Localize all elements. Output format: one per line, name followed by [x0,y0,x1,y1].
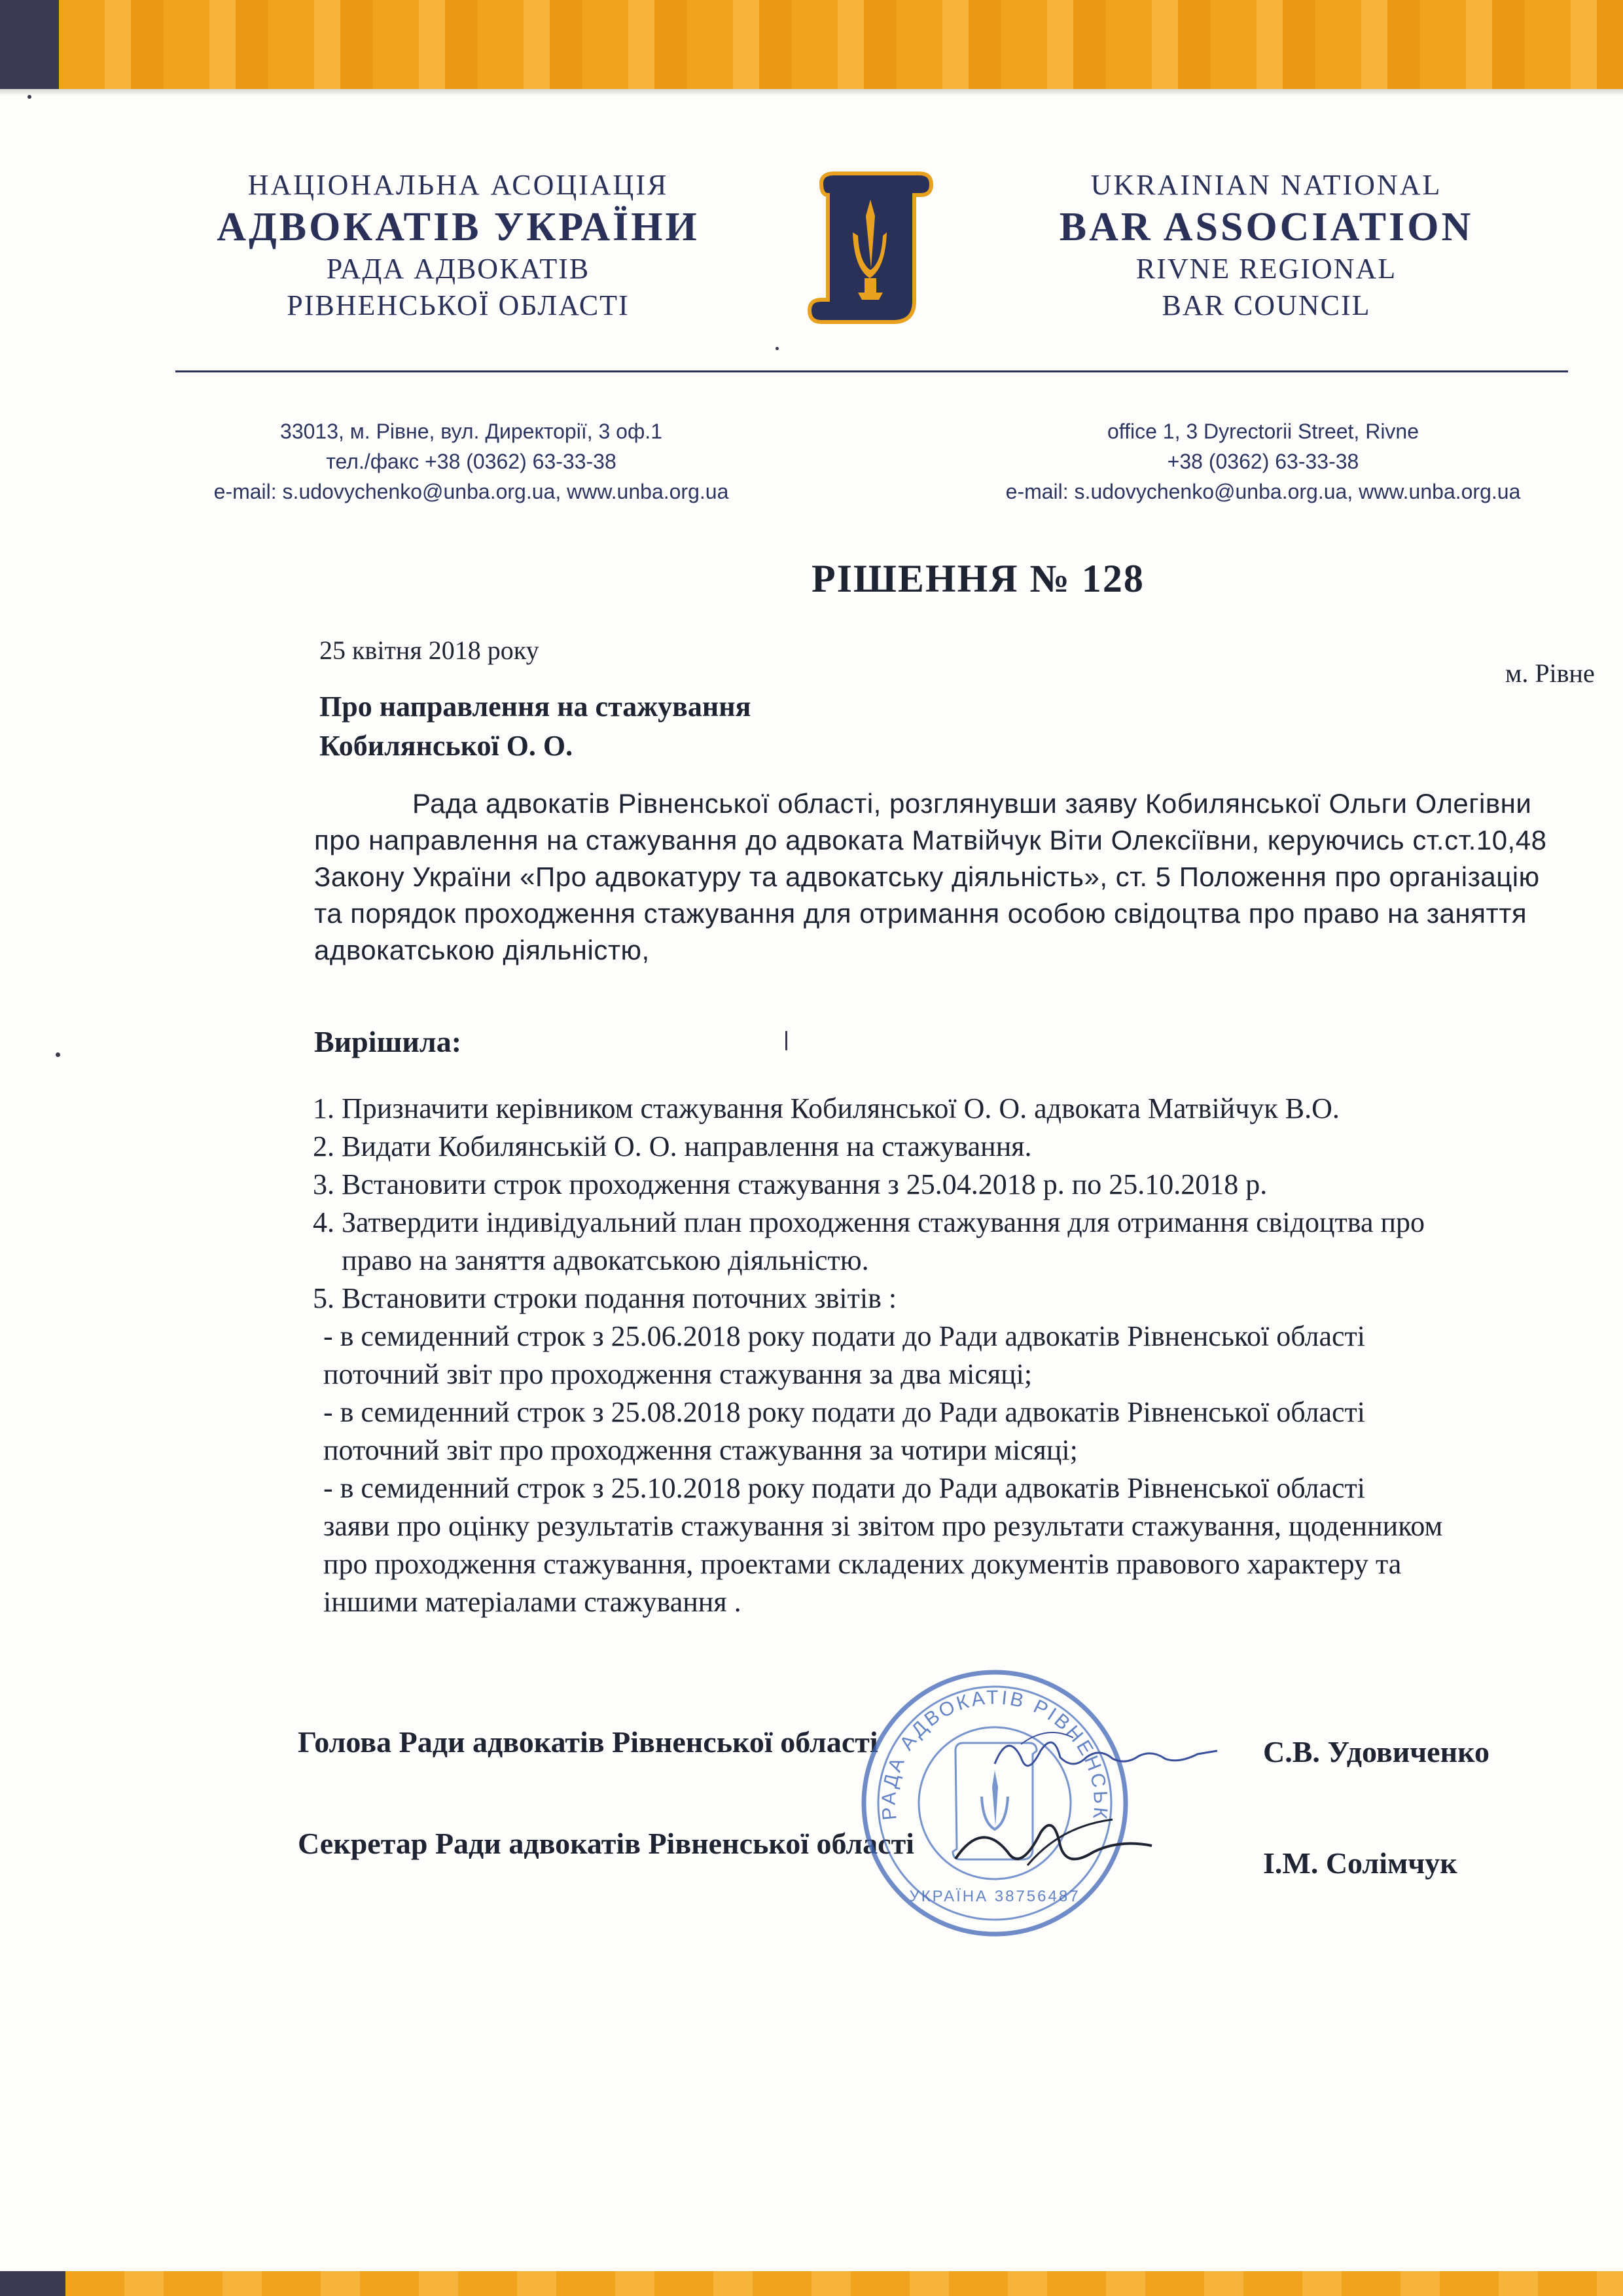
address-right-line3: e-mail: s.udovychenko@unba.org.ua, www.unba.org.ua [1005,480,1521,503]
decision-item: 5. Встановити строки подання поточних звітів : [313,1282,897,1314]
address-left-line2: тел./факс +38 (0362) 63-33-38 [326,450,616,473]
report-deadline-continuation: іншими матеріалами стажування . [323,1586,741,1618]
secretary-role: Секретар Ради адвокатів Рівненської області [298,1827,914,1860]
bottom-band [65,2271,1623,2296]
address-right-line2: +38 (0362) 63-33-38 [1167,450,1359,473]
head-role: Голова Ради адвокатів Рівненської області [298,1725,878,1759]
subject-line1: Про направлення на стажування [319,691,751,723]
header-left-line3: РАДА АДВОКАТІВ [326,253,590,285]
report-deadline-item: - в семиденний строк з 25.08.2018 року подати до Ради адвокатів Рівненської області [323,1396,1366,1428]
top-band-shadow [0,89,1623,96]
header-divider [175,370,1568,372]
address-left-line1: 33013, м. Рівне, вул. Директорії, 3 оф.1 [280,420,662,443]
scan-speck [785,1031,787,1050]
decision-item: 1. Призначити керівником стажування Кобилянської О. О. адвоката Матвійчук В.О. [313,1092,1340,1124]
secretary-signature [929,1806,1178,1878]
report-deadline-item: - в семиденний строк з 25.06.2018 року подати до Ради адвокатів Рівненської області [323,1320,1366,1352]
decision-items [313,1090,1622,1621]
address-right-line1: office 1, 3 Dyrectorii Street, Rivne [1107,420,1419,443]
report-deadline-item: - в семиденний строк з 25.10.2018 року подати до Ради адвокатів Рівненської області [323,1472,1366,1504]
report-deadline-continuation: поточний звіт про проходження стажування за чотири місяці; [323,1434,1078,1466]
address-right [962,416,1564,507]
decision-item: 2. Видати Кобилянській О. О. направлення на стажування. [313,1130,1032,1162]
header-right-line3: RIVNE REGIONAL [1135,253,1397,285]
document-date: 25 квітня 2018 року [319,636,539,665]
header-right [1021,167,1512,324]
decision-item-continuation: право на заняття адвокатською діяльністю. [342,1244,869,1276]
preamble-line: адвокатською діяльністю, [314,935,650,965]
seal-bottom-text: УКРАЇНА 38756487 [909,1888,1080,1905]
scan-speck [776,347,779,350]
scan-speck [56,1052,60,1057]
resolved-label: Вирішила: [314,1025,462,1058]
preamble-line: про направлення на стажування до адвоката Матвійчук Віти Олексіївни, керуючись ст.ст.10,48 [314,825,1547,855]
preamble-line: Рада адвокатів Рівненської області, розглянувши заяву Кобилянської Ольги Олегівни [412,788,1532,819]
document-city: м. Рівне [1505,658,1595,688]
report-deadline-continuation: поточний звіт про проходження стажування за два місяці; [323,1358,1033,1390]
header-left [196,167,720,324]
top-band [59,0,1623,89]
head-name: С.В. Удовиченко [1263,1735,1489,1768]
header-left-line1: НАЦІОНАЛЬНА АСОЦІАЦІЯ [247,169,669,201]
document-title: РІШЕННЯ № 128 [812,557,1145,600]
decision-item: 4. Затвердити індивідуальний план проходження стажування для отримання свідоцтва про [313,1206,1425,1238]
decision-item: 3. Встановити строк проходження стажування з 25.04.2018 р. по 25.10.2018 р. [313,1168,1268,1200]
document-subject [319,687,751,766]
preamble-paragraph [314,785,1623,969]
subject-line2: Кобилянської О. О. [319,730,573,762]
address-left [157,416,785,507]
report-deadline-continuation: заяви про оцінку результатів стажування зі звітом про результати стажування, щоденником [323,1510,1443,1542]
scan-speck [27,95,31,99]
header-right-line4: BAR COUNCIL [1162,289,1371,321]
secretary-name: І.М. Солімчук [1263,1846,1457,1880]
head-signature [982,1718,1224,1797]
header-left-line2: АДВОКАТІВ УКРАЇНИ [217,205,700,249]
address-left-line3: e-mail: s.udovychenko@unba.org.ua, www.unba.org.ua [213,480,729,503]
header-right-line1: UKRAINIAN NATIONAL [1090,169,1442,201]
preamble-line: Закону України «Про адвокатуру та адвокатську діяльність», ст. 5 Положення про організацію [314,861,1540,892]
official-seal-stamp [857,1666,1132,1941]
scroll-trident-emblem-icon [802,170,939,327]
seal-arc-text: РАДА АДВОКАТІВ РІВНЕНСЬК [878,1687,1112,1822]
top-band-dark [0,0,59,89]
header-right-line2: BAR ASSOCIATION [1059,205,1474,249]
bottom-band-dark [0,2271,65,2296]
report-deadline-continuation: про проходження стажування, проектами складених документів правового характеру та [323,1548,1402,1580]
preamble-line: та порядок проходження стажування для отримання особою свідоцтва про право на заняття [314,898,1527,929]
header-left-line4: РІВНЕНСЬКОЇ ОБЛАСТІ [287,289,630,321]
